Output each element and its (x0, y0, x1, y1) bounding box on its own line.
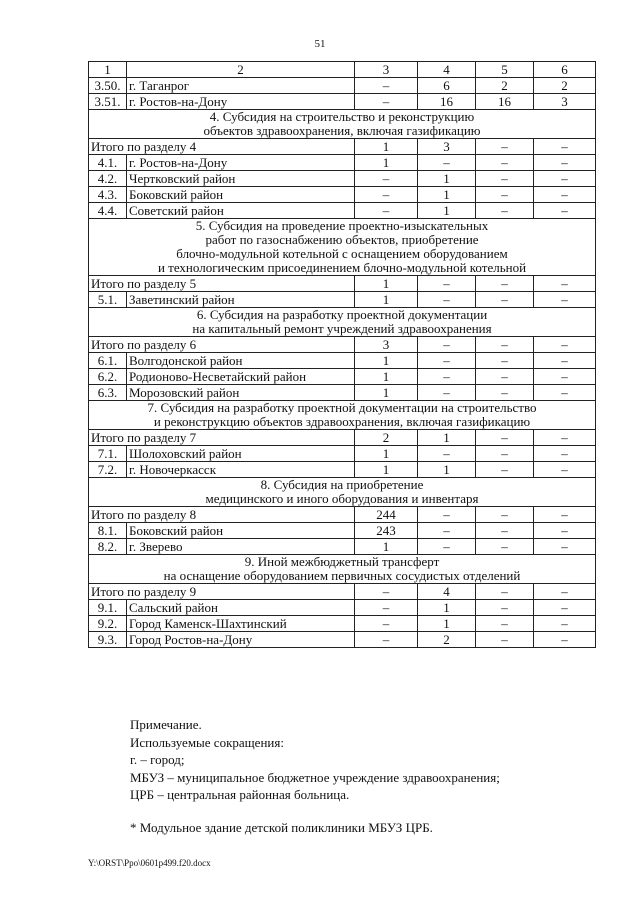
file-path: Y:\ORST\Ppo\0601p499.f20.docx (88, 858, 211, 868)
value-cell: – (476, 523, 534, 539)
data-table (88, 61, 596, 648)
section-heading-line: и технологическим присоединением блочно-модульной котельной (157, 260, 527, 275)
value-cell: – (534, 353, 596, 369)
value-cell: 1 (355, 369, 418, 385)
header-cell: 3 (355, 62, 418, 78)
row-number: 9.3. (89, 632, 127, 648)
value-cell: 3 (418, 139, 476, 155)
value-cell: 1 (418, 462, 476, 478)
table-row (89, 616, 596, 632)
table-row (89, 369, 596, 385)
value-cell: – (534, 616, 596, 632)
section-heading (89, 401, 596, 430)
section-heading-row (89, 401, 596, 430)
row-number: 9.1. (89, 600, 127, 616)
section-heading-line: медицинского и иного оборудования и инвентаря (205, 491, 479, 506)
row-name: Боковский район (127, 523, 355, 539)
value-cell: – (355, 78, 418, 94)
notes-block (130, 716, 600, 804)
value-cell: – (534, 446, 596, 462)
value-cell: – (418, 276, 476, 292)
value-cell: – (534, 523, 596, 539)
value-cell: – (476, 600, 534, 616)
row-name: Боковский район (127, 187, 355, 203)
table-row (89, 171, 596, 187)
value-cell: – (476, 584, 534, 600)
section-heading (89, 308, 596, 337)
value-cell: – (476, 187, 534, 203)
row-number: 7.1. (89, 446, 127, 462)
value-cell: 1 (355, 155, 418, 171)
value-cell: – (476, 462, 534, 478)
value-cell: 243 (355, 523, 418, 539)
value-cell: 1 (355, 292, 418, 308)
header-cell: 5 (476, 62, 534, 78)
value-cell: – (534, 600, 596, 616)
section-total-row (89, 507, 596, 523)
value-cell: 4 (418, 584, 476, 600)
notes-title: Примечание. (130, 717, 202, 732)
header-cell: 1 (89, 62, 127, 78)
value-cell: 2 (418, 632, 476, 648)
value-cell: – (476, 369, 534, 385)
value-cell: – (418, 337, 476, 353)
section-total-row (89, 139, 596, 155)
section-heading-line: 7. Субсидия на разработку проектной документации на строительство (147, 400, 537, 415)
value-cell: 1 (418, 600, 476, 616)
row-name: Родионово-Несветайский район (127, 369, 355, 385)
row-number: 4.2. (89, 171, 127, 187)
section-heading-line: 4. Субсидия на строительство и реконструкцию (209, 109, 475, 124)
value-cell: – (355, 616, 418, 632)
row-number: 3.51. (89, 94, 127, 110)
value-cell: – (534, 462, 596, 478)
value-cell: – (534, 155, 596, 171)
value-cell: 1 (418, 187, 476, 203)
value-cell: – (355, 94, 418, 110)
row-number: 7.2. (89, 462, 127, 478)
notes-line: МБУЗ – муниципальное бюджетное учреждение здравоохранения; (130, 769, 500, 785)
value-cell: – (418, 292, 476, 308)
value-cell: 16 (418, 94, 476, 110)
row-name: Советский район (127, 203, 355, 219)
row-number: 6.1. (89, 353, 127, 369)
table-row (89, 539, 596, 555)
row-number: 3.50. (89, 78, 127, 94)
value-cell: 1 (418, 430, 476, 446)
section-heading-row (89, 308, 596, 337)
section-heading-row (89, 219, 596, 276)
total-label: Итого по разделу 7 (89, 430, 355, 446)
row-name: г. Ростов-на-Дону (127, 155, 355, 171)
total-label: Итого по разделу 4 (89, 139, 355, 155)
section-heading-line: 6. Субсидия на разработку проектной документации (196, 307, 488, 322)
table-header-row (89, 62, 596, 78)
row-number: 8.2. (89, 539, 127, 555)
header-cell: 6 (534, 62, 596, 78)
value-cell: – (534, 632, 596, 648)
value-cell: – (355, 187, 418, 203)
section-heading (89, 110, 596, 139)
total-label: Итого по разделу 9 (89, 584, 355, 600)
value-cell: – (534, 276, 596, 292)
value-cell: – (355, 584, 418, 600)
table-row (89, 94, 596, 110)
value-cell: 1 (418, 616, 476, 632)
table-row (89, 155, 596, 171)
value-cell: – (418, 507, 476, 523)
value-cell: 3 (534, 94, 596, 110)
value-cell: – (476, 292, 534, 308)
section-heading (89, 219, 596, 276)
row-name: Шолоховский район (127, 446, 355, 462)
value-cell: – (534, 139, 596, 155)
section-heading-line: работ по газоснабжению объектов, приобретение (205, 232, 479, 247)
notes-line: г. – город; (130, 752, 185, 767)
page-number: 51 (314, 38, 326, 50)
row-number: 9.2. (89, 616, 127, 632)
value-cell: – (476, 337, 534, 353)
value-cell: 1 (418, 203, 476, 219)
value-cell: 1 (355, 139, 418, 155)
value-cell: – (534, 337, 596, 353)
row-number: 5.1. (89, 292, 127, 308)
value-cell: 1 (355, 446, 418, 462)
value-cell: – (476, 446, 534, 462)
row-number: 6.3. (89, 385, 127, 401)
value-cell: – (355, 632, 418, 648)
row-name: Волгодонской район (127, 353, 355, 369)
value-cell: 2 (355, 430, 418, 446)
section-total-row (89, 337, 596, 353)
section-heading (89, 478, 596, 507)
total-label: Итого по разделу 8 (89, 507, 355, 523)
notes-line: ЦРБ – центральная районная больница. (130, 787, 350, 802)
value-cell: 1 (355, 353, 418, 369)
section-heading-line: блочно-модульной котельной с оснащением оборудованием (176, 246, 508, 261)
value-cell: – (355, 203, 418, 219)
table-row (89, 523, 596, 539)
table-row (89, 353, 596, 369)
value-cell: – (476, 203, 534, 219)
value-cell: – (476, 507, 534, 523)
value-cell: – (534, 369, 596, 385)
value-cell: 1 (355, 276, 418, 292)
row-number: 8.1. (89, 523, 127, 539)
row-name: Чертковский район (127, 171, 355, 187)
value-cell: – (534, 507, 596, 523)
value-cell: – (534, 203, 596, 219)
total-label: Итого по разделу 6 (89, 337, 355, 353)
section-heading-line: 5. Субсидия на проведение проектно-изыскательных (195, 218, 489, 233)
value-cell: – (418, 353, 476, 369)
footnote: * Модульное здание детской поликлиники МБУЗ ЦРБ. (130, 820, 433, 835)
section-heading-line: 8. Субсидия на приобретение (260, 477, 424, 492)
value-cell: – (534, 539, 596, 555)
section-heading-row (89, 555, 596, 584)
value-cell: – (534, 187, 596, 203)
section-heading-line: 9. Иной межбюджетный трансферт (244, 554, 440, 569)
row-number: 4.1. (89, 155, 127, 171)
value-cell: 1 (418, 171, 476, 187)
table-row (89, 203, 596, 219)
section-heading (89, 555, 596, 584)
row-name: г. Зверево (127, 539, 355, 555)
value-cell: 16 (476, 94, 534, 110)
value-cell: – (418, 539, 476, 555)
value-cell: – (534, 292, 596, 308)
section-heading-row (89, 110, 596, 139)
value-cell: – (355, 600, 418, 616)
value-cell: 3 (355, 337, 418, 353)
section-total-row (89, 584, 596, 600)
row-name: г. Ростов-на-Дону (127, 94, 355, 110)
value-cell: – (418, 523, 476, 539)
value-cell: – (476, 139, 534, 155)
section-heading-line: на капитальный ремонт учреждений здравоохранения (192, 321, 492, 336)
value-cell: – (476, 632, 534, 648)
row-name: Город Ростов-на-Дону (127, 632, 355, 648)
value-cell: – (476, 616, 534, 632)
row-name: Сальский район (127, 600, 355, 616)
value-cell: – (418, 446, 476, 462)
table-row (89, 292, 596, 308)
value-cell: 1 (355, 385, 418, 401)
notes-line: Используемые сокращения: (130, 734, 284, 750)
value-cell: – (476, 276, 534, 292)
value-cell: – (534, 430, 596, 446)
row-name: Морозовский район (127, 385, 355, 401)
value-cell: 1 (355, 462, 418, 478)
section-total-row (89, 276, 596, 292)
section-heading-line: объектов здравоохранения, включая газификацию (203, 123, 481, 138)
value-cell: – (418, 385, 476, 401)
row-name: Заветинский район (127, 292, 355, 308)
value-cell: – (476, 155, 534, 171)
value-cell: 244 (355, 507, 418, 523)
table-row (89, 385, 596, 401)
value-cell: – (476, 171, 534, 187)
section-heading-line: на оснащение оборудованием первичных сосудистых отделений (163, 568, 521, 583)
row-name: Город Каменск-Шахтинский (127, 616, 355, 632)
value-cell: – (534, 171, 596, 187)
table-row (89, 462, 596, 478)
value-cell: – (476, 539, 534, 555)
value-cell: 1 (355, 539, 418, 555)
value-cell: – (476, 385, 534, 401)
table-row (89, 600, 596, 616)
header-cell: 2 (127, 62, 355, 78)
row-number: 4.3. (89, 187, 127, 203)
row-number: 6.2. (89, 369, 127, 385)
value-cell: – (418, 155, 476, 171)
table-row (89, 446, 596, 462)
section-heading-row (89, 478, 596, 507)
total-label: Итого по разделу 5 (89, 276, 355, 292)
value-cell: – (418, 369, 476, 385)
table-row (89, 187, 596, 203)
header-cell: 4 (418, 62, 476, 78)
value-cell: 2 (534, 78, 596, 94)
value-cell: 6 (418, 78, 476, 94)
section-total-row (89, 430, 596, 446)
row-name: г. Таганрог (127, 78, 355, 94)
value-cell: – (534, 584, 596, 600)
row-number: 4.4. (89, 203, 127, 219)
value-cell: – (476, 430, 534, 446)
section-heading-line: и реконструкцию объектов здравоохранения, включая газификацию (153, 414, 531, 429)
value-cell: – (534, 385, 596, 401)
value-cell: 2 (476, 78, 534, 94)
value-cell: – (355, 171, 418, 187)
table-row (89, 78, 596, 94)
table-body (89, 62, 596, 648)
table-row (89, 632, 596, 648)
value-cell: – (476, 353, 534, 369)
row-name: г. Новочеркасск (127, 462, 355, 478)
